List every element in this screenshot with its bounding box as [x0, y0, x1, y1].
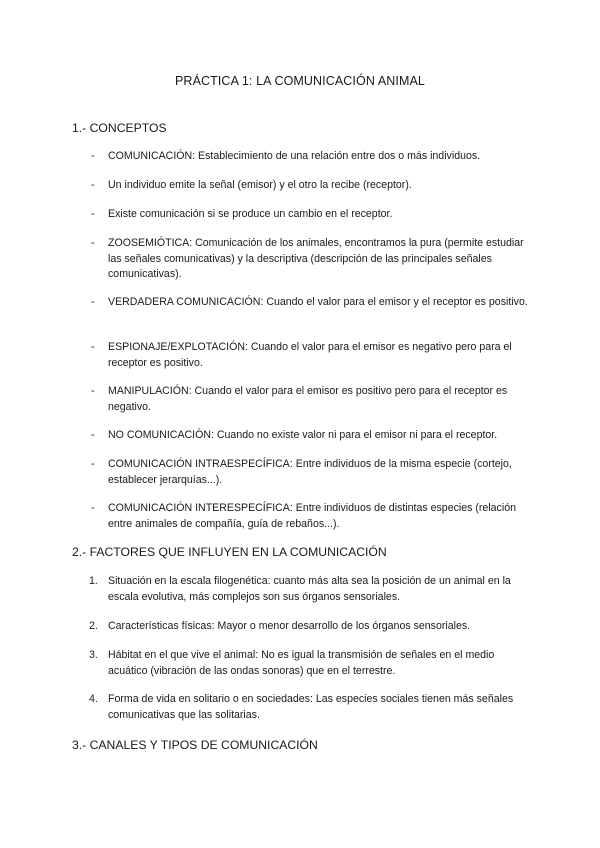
section-heading-factores: 2.- FACTORES QUE INFLUYEN EN LA COMUNICACIÓN [72, 545, 387, 559]
list-item: ZOOSEMIÓTICA: Comunicación de los animales, encontramos la pura (permite estudiar las señales comunicativas) y la descriptiva (descripción de las principales señales comunicativas). [108, 237, 524, 280]
list-marker: - [91, 237, 95, 249]
section-heading-canales: 3.- CANALES Y TIPOS DE COMUNICACIÓN [72, 738, 318, 752]
list-item: COMUNICACIÓN: Establecimiento de una relación entre dos o más individuos. [108, 150, 481, 162]
list-marker: - [91, 385, 95, 397]
list-marker: - [91, 150, 95, 162]
list-item: ESPIONAJE/EXPLOTACIÓN: Cuando el valor para el emisor es negativo pero para el receptor es positivo. [108, 341, 512, 369]
list-number: 4. [89, 693, 98, 705]
list-item: Forma de vida en solitario o en sociedades: Las especies sociales tienen más señales comunicativas que las solitarias. [108, 693, 514, 721]
list-marker: - [91, 296, 95, 308]
list-item: COMUNICACIÓN INTRAESPECÍFICA: Entre individuos de la misma especie (cortejo, establecer jerarquías...). [108, 458, 512, 486]
list-item: Un individuo emite la señal (emisor) y el otro la recibe (receptor). [108, 179, 412, 191]
list-number: 2. [89, 620, 98, 632]
list-marker: - [91, 429, 95, 441]
list-item: Características físicas: Mayor o menor desarrollo de los órganos sensoriales. [108, 620, 471, 632]
list-item: NO COMUNICACIÓN: Cuando no existe valor ni para el emisor ni para el receptor. [108, 429, 498, 441]
list-marker: - [91, 341, 95, 353]
section-heading-conceptos: 1.- CONCEPTOS [72, 121, 167, 135]
list-marker: - [91, 502, 95, 514]
page-title: PRÁCTICA 1: LA COMUNICACIÓN ANIMAL [175, 74, 425, 88]
list-marker: - [91, 179, 95, 191]
list-number: 3. [89, 649, 98, 661]
list-item: Existe comunicación si se produce un cambio en el receptor. [108, 208, 393, 220]
list-marker: - [91, 458, 95, 470]
list-number: 1. [89, 575, 98, 587]
list-marker: - [91, 208, 95, 220]
list-item: VERDADERA COMUNICACIÓN: Cuando el valor para el emisor y el receptor es positivo. [108, 296, 528, 308]
list-item: COMUNICACIÓN INTERESPECÍFICA: Entre individuos de distintas especies (relación entre animales de compañía, guía de rebaños...). [108, 502, 516, 530]
list-item: Hábitat en el que vive el animal: No es igual la transmisión de señales en el medio acuático (vibración de las ondas sonoras) que en el terrestre. [108, 649, 495, 677]
list-item: Situación en la escala filogenética: cuanto más alta sea la posición de un animal en la escala evolutiva, más complejos son sus órganos sensoriales. [108, 575, 511, 603]
list-item: MANIPULACIÓN: Cuando el valor para el emisor es positivo pero para el receptor es negativo. [108, 385, 508, 413]
